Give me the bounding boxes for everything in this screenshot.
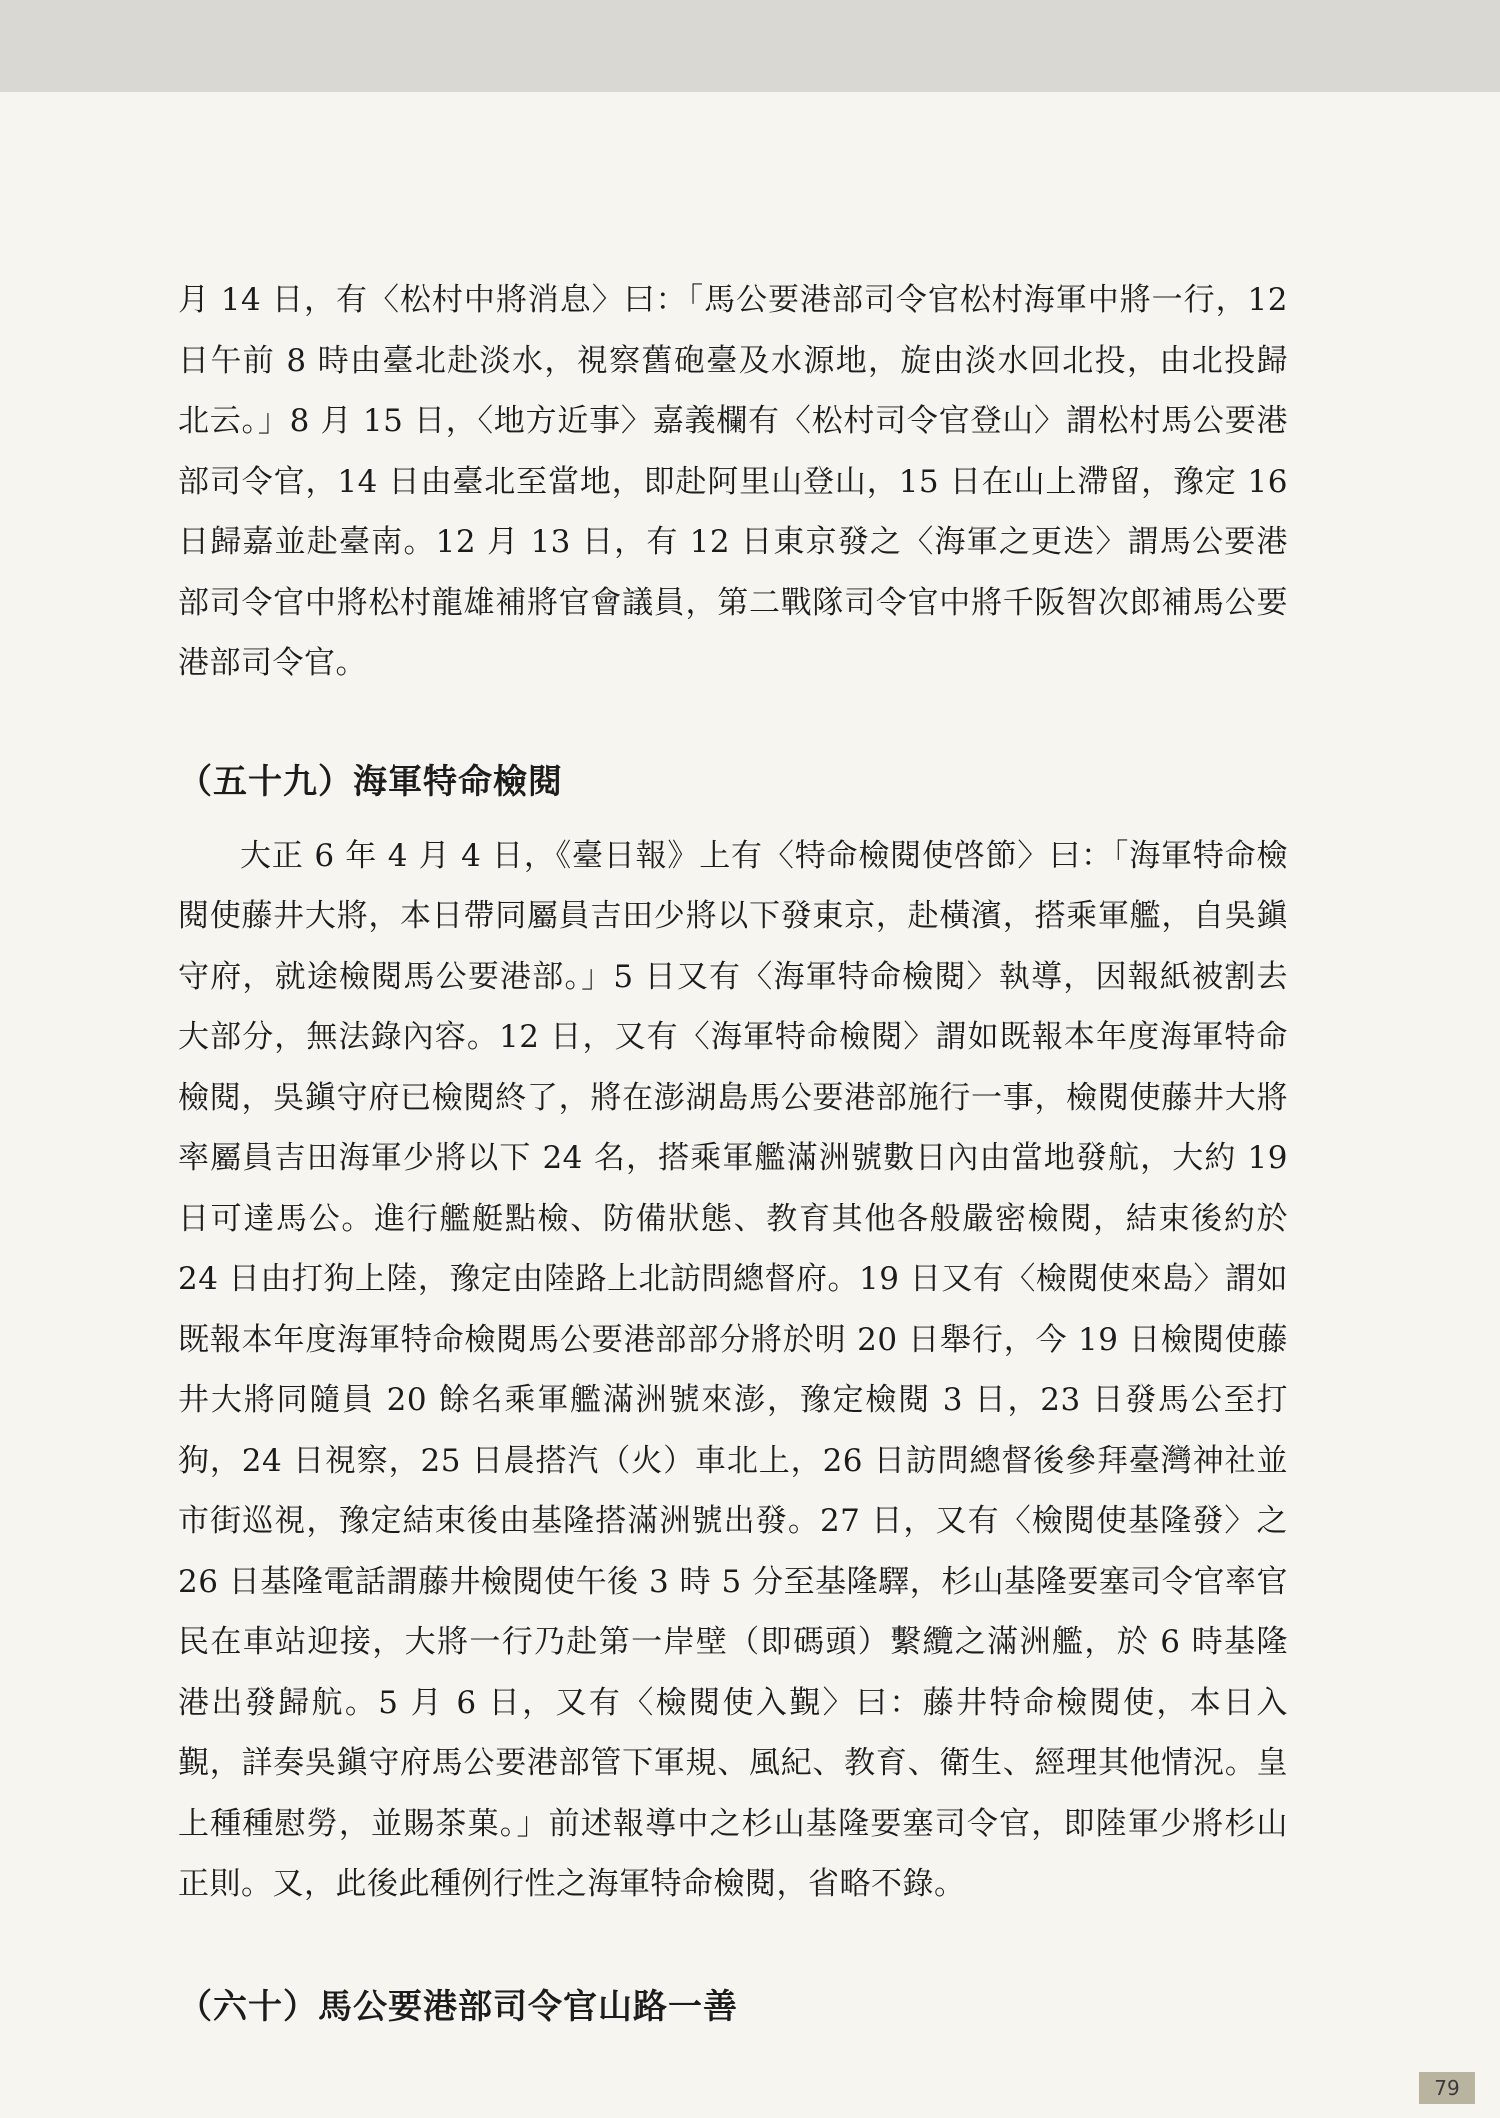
- section-59-paragraph: 大正 6 年 4 月 4 日，《臺日報》上有〈特命檢閱使啓節〉曰：「海軍特命檢閱使藤井大將，本日帶同屬員吉田少將以下發東京，赴橫濱，搭乘軍艦，自吳鎭守府，就途檢閱馬公要港部。」5 日又有〈海軍特命檢閱〉執導，因報紙被割去大部分，無法錄內容。12 日，又有〈海軍特命檢閱〉謂如既報本年度海軍特命檢閱，吳鎭守府已檢閱終了，將在澎湖島馬公要港部施行一事，檢閱使藤井大將率屬員吉田海軍少將以下 24 名，搭乘軍艦滿洲號數日內由當地發航，大約 19 日可達馬公。進行艦艇點檢、防備狀態、教育其他各般嚴密檢閱，結束後約於 24 日由打狗上陸，豫定由陸路上北訪問總督府。19 日又有〈檢閱使來島〉謂如既報本年度海軍特命檢閱馬公要港部部分將於明 20 日舉行，今 19 日檢閱使藤井大將同隨員 20 餘名乘軍艦滿洲號來澎，豫定檢閱 3 日，23 日發馬公至打狗，24 日視察，25 日晨搭汽（火）車北上，26 日訪問總督後參拜臺灣神社並市街巡視，豫定結束後由基隆搭滿洲號出發。27 日，又有〈檢閱使基隆發〉之 26 日基隆電話謂藤井檢閱使午後 3 時 5 分至基隆驛，杉山基隆要塞司令官率官民在車站迎接，大將一行乃赴第一岸壁（即碼頭）繫纜之滿洲艦，於 6 時基隆港出發歸航。5 月 6 日，又有〈檢閱使入覲〉曰：藤井特命檢閱使，本日入覲，詳奏吳鎭守府馬公要港部管下軍規、風紀、教育、衛生、經理其他情況。皇上種種慰勞，並賜茶菓。」前述報導中之杉山基隆要塞司令官，即陸軍少將杉山正則。又，此後此種例行性之海軍特命檢閱，省略不錄。: [178, 837, 1288, 1902]
- section-heading-60: （六十）馬公要港部司令官山路一善: [178, 1986, 738, 2027]
- page-number: 79: [1419, 2072, 1475, 2104]
- section-heading-59: （五十九）海軍特命檢閱: [178, 761, 563, 802]
- intro-paragraph: 月 14 日，有〈松村中將消息〉曰：「馬公要港部司令官松村海軍中將一行，12 日午前 8 時由臺北赴淡水，視察舊砲臺及水源地，旋由淡水回北投，由北投歸北云。」8 月 15 日，〈地方近事〉嘉義欄有〈松村司令官登山〉謂松村馬公要港部司令官，14 日由臺北至當地，即赴阿里山登山，15 日在山上滯留，豫定 16 日歸嘉並赴臺南。12 月 13 日，有 12 日東京發之〈海軍之更迭〉謂馬公要港部司令官中將松村龍雄補將官會議員，第二戰隊司令官中將千阪智次郎補馬公要港部司令官。: [178, 282, 1288, 681]
- scan-top-band: [0, 0, 1500, 92]
- document-page: [178, 270, 1288, 2037]
